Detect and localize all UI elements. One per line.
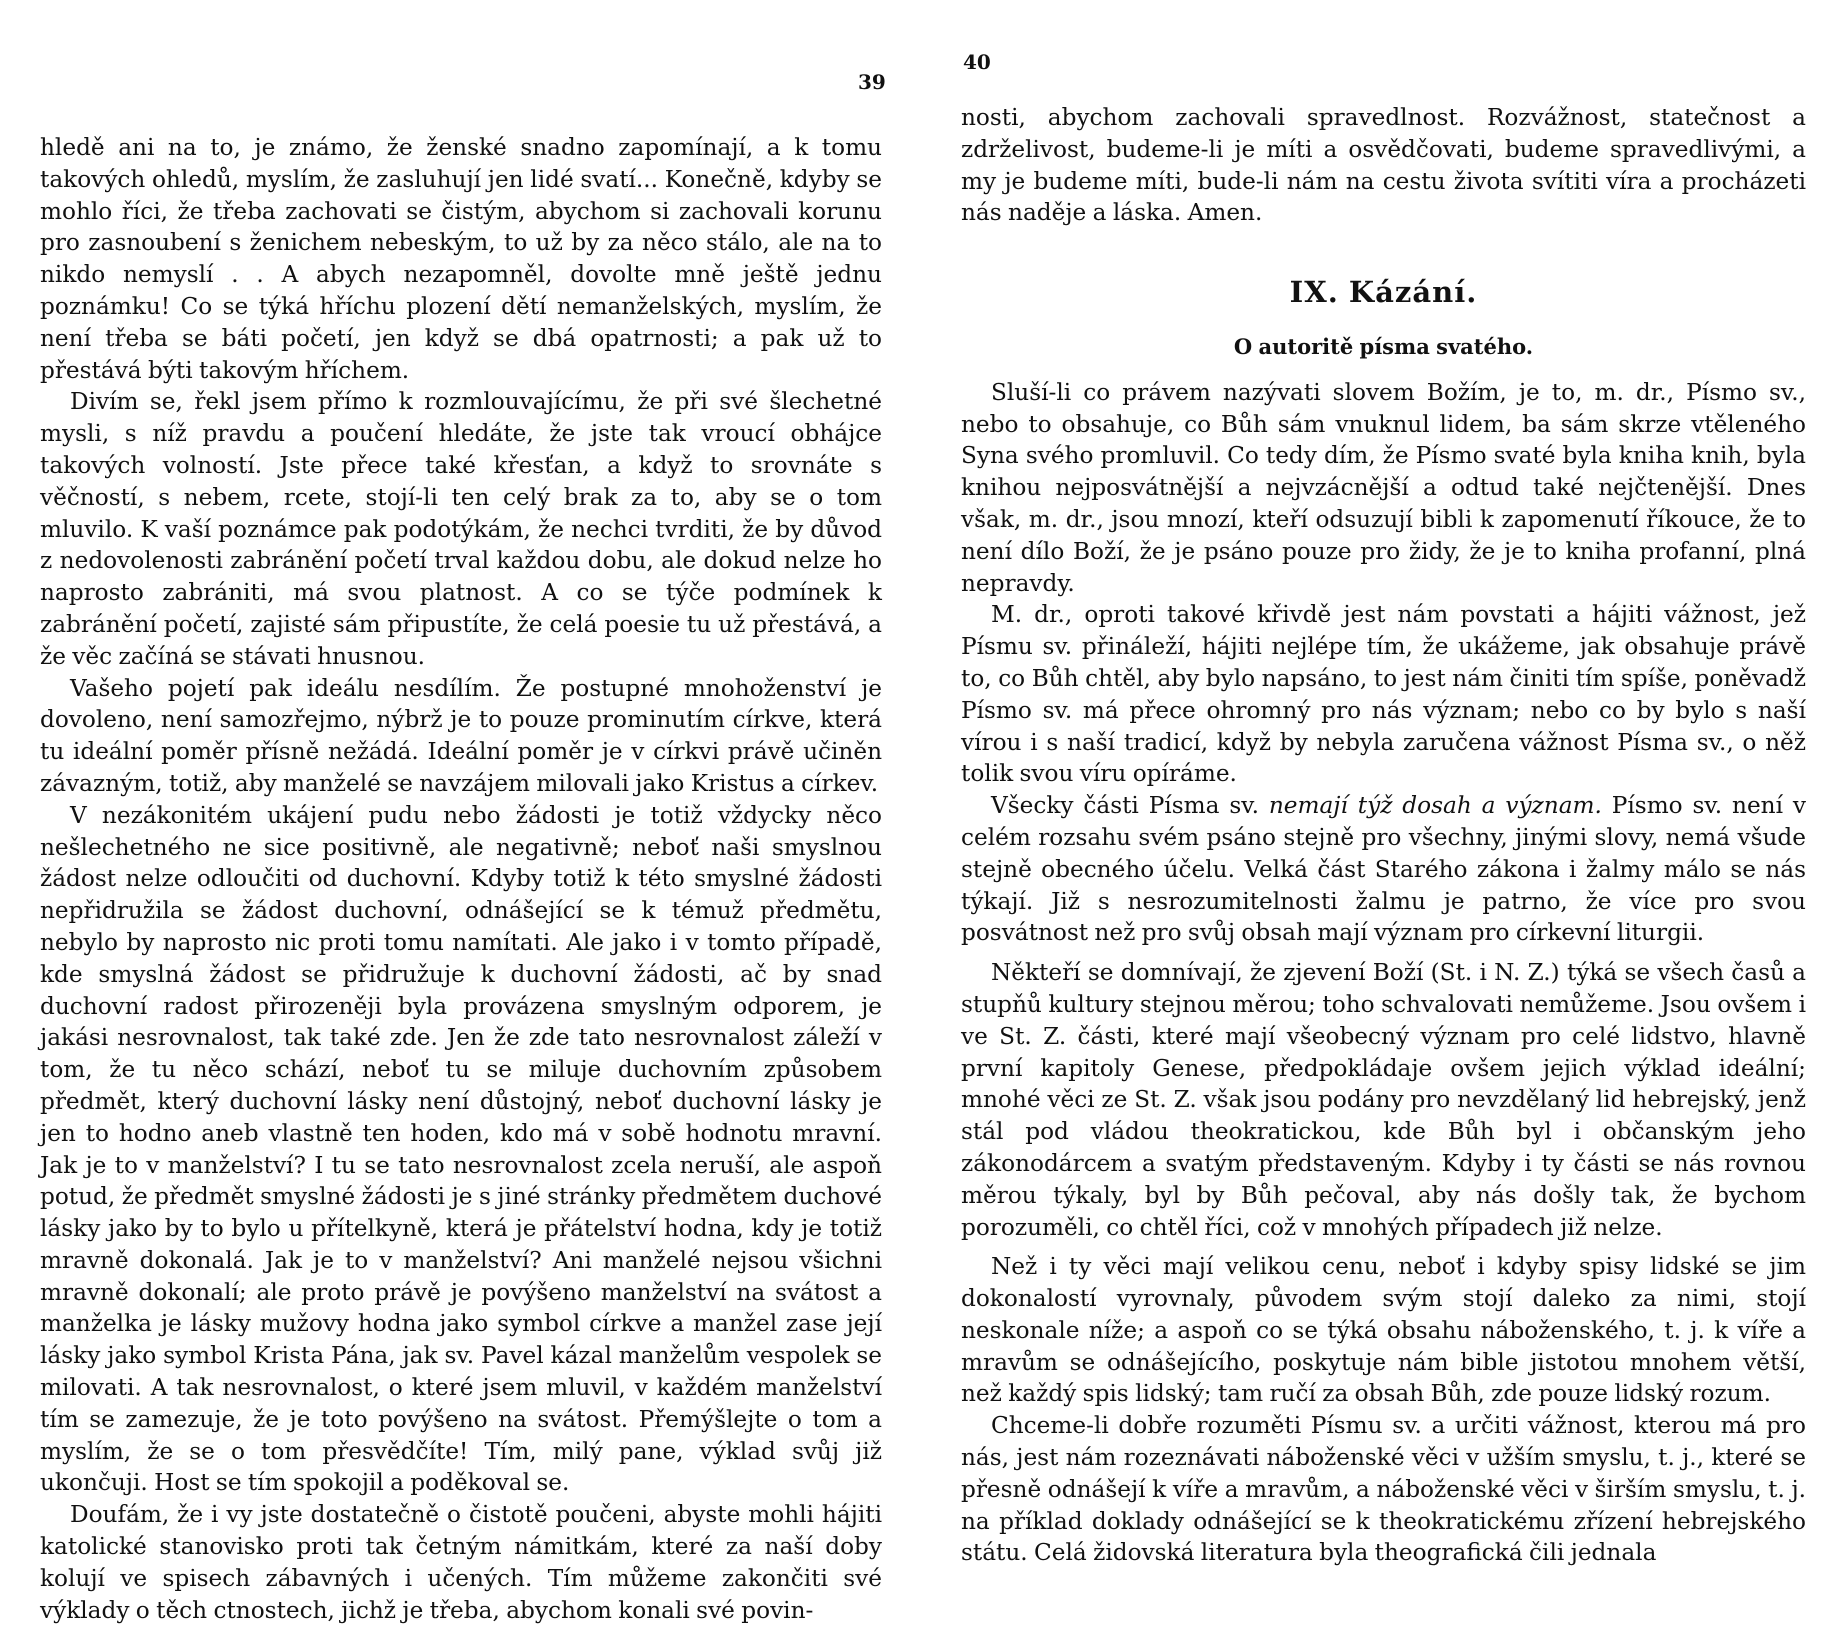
- page-number: 39: [858, 70, 886, 94]
- paragraph-start: Všecky části Písma sv.: [991, 792, 1259, 820]
- paragraph: Sluší-li co právem nazývati slovem Božím, je to, m. dr., Písmo sv., nebo to obsahuje, co Bůh sám vnuknul lidem, ba sám skrze vtěleného Syna svého promluvil. Co tedy dím, že Písmo svaté byla kniha knih, byla knihou nejposvátnější a nejvzácnější a odtud také nejčtenější. Dnes však, m. dr., jsou mnozí, kteří odsuzují bibli k zapomenutí říkouce, že to není dílo Boží, že je psáno pouze pro židy, že je to kniha profanní, plná nepravdy.: [961, 378, 1806, 597]
- paragraph: Než i ty věci mají velikou cenu, neboť i kdyby spisy lidské se jim dokonalostí vyrovnaly, původem svým stojí daleko za nimi, stojí neskonale níže; a aspoň co se týká obsahu náboženského, t. j. k víře a mravům se odnášejícího, poskytuje nám bible jistotou mnohem větší, než každý spis lidský; tam ručí za obsah Bůh, zde pouze lidský rozum.: [961, 1253, 1806, 1408]
- paragraph: Chceme-li dobře rozuměti Písmu sv. a určiti vážnost, kterou má pro nás, jest nám rozeznávati náboženské věci v užším smyslu, t. j., které se přesně odnášejí k víře a mravům, a náboženské věci v širším smyslu, t. j. na příklad doklady odnášející se k theokratickému zřízení hebrejského státu. Celá židovská literatura byla theografická čili jednala: [961, 1412, 1806, 1567]
- chapter-title: IX. Kázání.: [1289, 275, 1478, 310]
- paragraph: nosti, abychom zachovali spravedlnost. Rozvážnost, statečnost a zdrželivost, budeme-li je míti a osvědčovati, budeme spravedlivými, a my je budeme míti, bude-li nám na cestu života svítiti víra a procházeti nás naděje a láska. Amen.: [961, 104, 1806, 227]
- page-text: [40, 132, 882, 1626]
- chapter-subtitle: O autoritě písma svatého.: [1233, 333, 1534, 359]
- paragraph-rest: Písmo sv. není v celém rozsahu svém psáno stejně pro všechny, jinými slovy, nemá všude stejně obecného účelu. Velká část Starého zákona i žalmy málo se nás týkají. Již s nesrozumitelnosti žalmu je patrno, že více pro svou posvátnost než pro svůj obsah mají význam pro církevní liturgii.: [961, 792, 1807, 947]
- page-number: 40: [963, 50, 991, 74]
- paragraph: M. dr., oproti takové křivdě jest nám povstati a hájiti vážnost, jež Písmu sv. přináleží, hájiti nejlépe tím, že ukážeme, jak obsahuje právě to, co Bůh chtěl, aby bylo napsáno, to jest nám činiti tím spíše, poněvadž Písmo sv. má přece ohromný pro nás význam; nebo co by bylo s naší vírou i s naší tradicí, když by nebyla zaručena vážnost Písma sv., o něž tolik svou víru opíráme.: [961, 601, 1806, 788]
- paragraph: hledě ani na to, je známo, že ženské snadno zapomínají, a k tomu takových ohledů, myslím, že zasluhují jen lidé svatí... Konečně, kdyby se mohlo říci, že třeba zachovati se čistým, abychom si zachovali korunu pro zasnoubení s ženichem nebeským, to už by za něco stálo, ale na to nikdo nemyslí . . A abych nezapomněl, dovolte mně ještě jednu poznámku! Co se týká hříchu plození dětí nemanželských, myslím, že není třeba se báti početí, jen když se dbá opatrnosti; a pak už to přestává býti takovým hříchem.: [40, 134, 882, 384]
- paragraph: Divím se, řekl jsem přímo k rozmlouvajícímu, že při své šlechetné mysli, s níž pravdu a poučení hledáte, že jste tak vroucí obhájce takových volností. Jste přece také křesťan, a když to srovnáte s věčností, s nebem, rcete, stojí-li ten celý brak za to, aby se o tom mluvilo. K vaší poznámce pak podotýkám, že nechci tvrditi, že by důvod z nedovolenosti zabránění početí trval každou dobu, ale dokud nelze ho naprosto zabrániti, má svou platnost. A co se týče podmínek k zabránění početí, zajisté sám připustíte, že celá poesie tu už přestává, a že věc začíná se stávati hnusnou.: [40, 388, 882, 670]
- paragraph: [961, 790, 1806, 949]
- paragraph: Doufám, že i vy jste dostatečně o čistotě poučeni, abyste mohli hájiti katolické stanovisko proti tak četným námitkám, které za naší doby kolují ve spisech zábavných i učených. Tím můžeme zakončiti své výklady o těch ctnostech, jichž je třeba, abychom konali své povin-: [40, 1501, 882, 1624]
- paragraph: Vašeho pojetí pak ideálu nesdílím. Že postupné mnohoženství je dovoleno, není samozřejmo, nýbrž je to pouze prominutím církve, která tu ideální poměr přísně nežádá. Ideální poměr je v církvi právě učiněn závazným, totiž, aby manželé se navzájem milovali jako Kristus a církev.: [40, 674, 882, 797]
- page-text: [961, 102, 1806, 1569]
- left-page: [0, 0, 916, 1624]
- right-page: [916, 0, 1832, 1567]
- paragraph: Někteří se domnívají, že zjevení Boží (St. i N. Z.) týká se všech časů a stupňů kultury stejnou měrou; toho schvalovati nemůžeme. Jsou ovšem i ve St. Z. části, které mají všeobecný význam pro celé lidstvo, hlavně první kapitoly Genese, předpokládaje ovšem jejich výklad ideální; mnohé věci ze St. Z. však jsou podány pro nevzdělaný lid hebrejský, jenž stál pod vládou theokratickou, kde Bůh byl i občanským jeho zákonodárcem a svatým představeným. Kdyby i ty části se nás rovnou měrou týkaly, byl by Bůh pečoval, aby nás došly tak, že bychom porozuměli, co chtěl říci, což v mnohých případech již nelze.: [961, 959, 1806, 1241]
- emphasis: nemají týž dosah a význam.: [1268, 792, 1602, 820]
- paragraph: V nezákonitém ukájení pudu nebo žádosti je totiž vždycky něco nešlechetného ne sice positivně, ale negativně; neboť naši smyslnou žádost nelze odloučiti od duchovní. Kdyby totiž k této smyslné žádosti nepřidružila se žádost duchovní, odnášející se k témuž předmětu, nebylo by naprosto nic proti tomu namítati. Ale jako i v tomto případě, kde smyslná žádost se přidružuje k duchovní žádosti, ač by snad duchovní radost přirozeněji byla provázena smyslným odporem, je jakási nesrovnalost, tak také zde. Jen že zde tato nesrovnalost záleží v tom, že tu něco schází, neboť tu se miluje duchovním způsobem předmět, který duchovní lásky není důstojný, neboť duchovní lásky je jen to hodno aneb vlastně ten hoden, kdo má v sobě hodnotu mravní. Jak je to v manželství? I tu se tato nesrovnalost zcela neruší, ale aspoň potud, že předmět smyslné žádosti je s jiné stránky předmětem duchové lásky jako by to bylo u přítelkyně, která je přátelství hodna, kdy je totiž mravně dokonalá. Jak je to v manželství? Ani manželé nejsou všichni mravně dokonalí; ale proto právě je povýšeno manželství na svátost a manželka je lásky mužovy hodna jako symbol církve a manžel zase její lásky jako symbol Krista Pána, jak sv. Pavel kázal manželům vespolek se milovati. A tak nesrovnalost, o které jsem mluvil, v každém manželství tím se zamezuje, že je toto povýšeno na svátost. Přemýšlejte o tom a myslím, že se o tom přesvědčíte! Tím, milý pane, výklad svůj již ukončuji. Host se tím spokojil a poděkoval se.: [40, 801, 882, 1497]
